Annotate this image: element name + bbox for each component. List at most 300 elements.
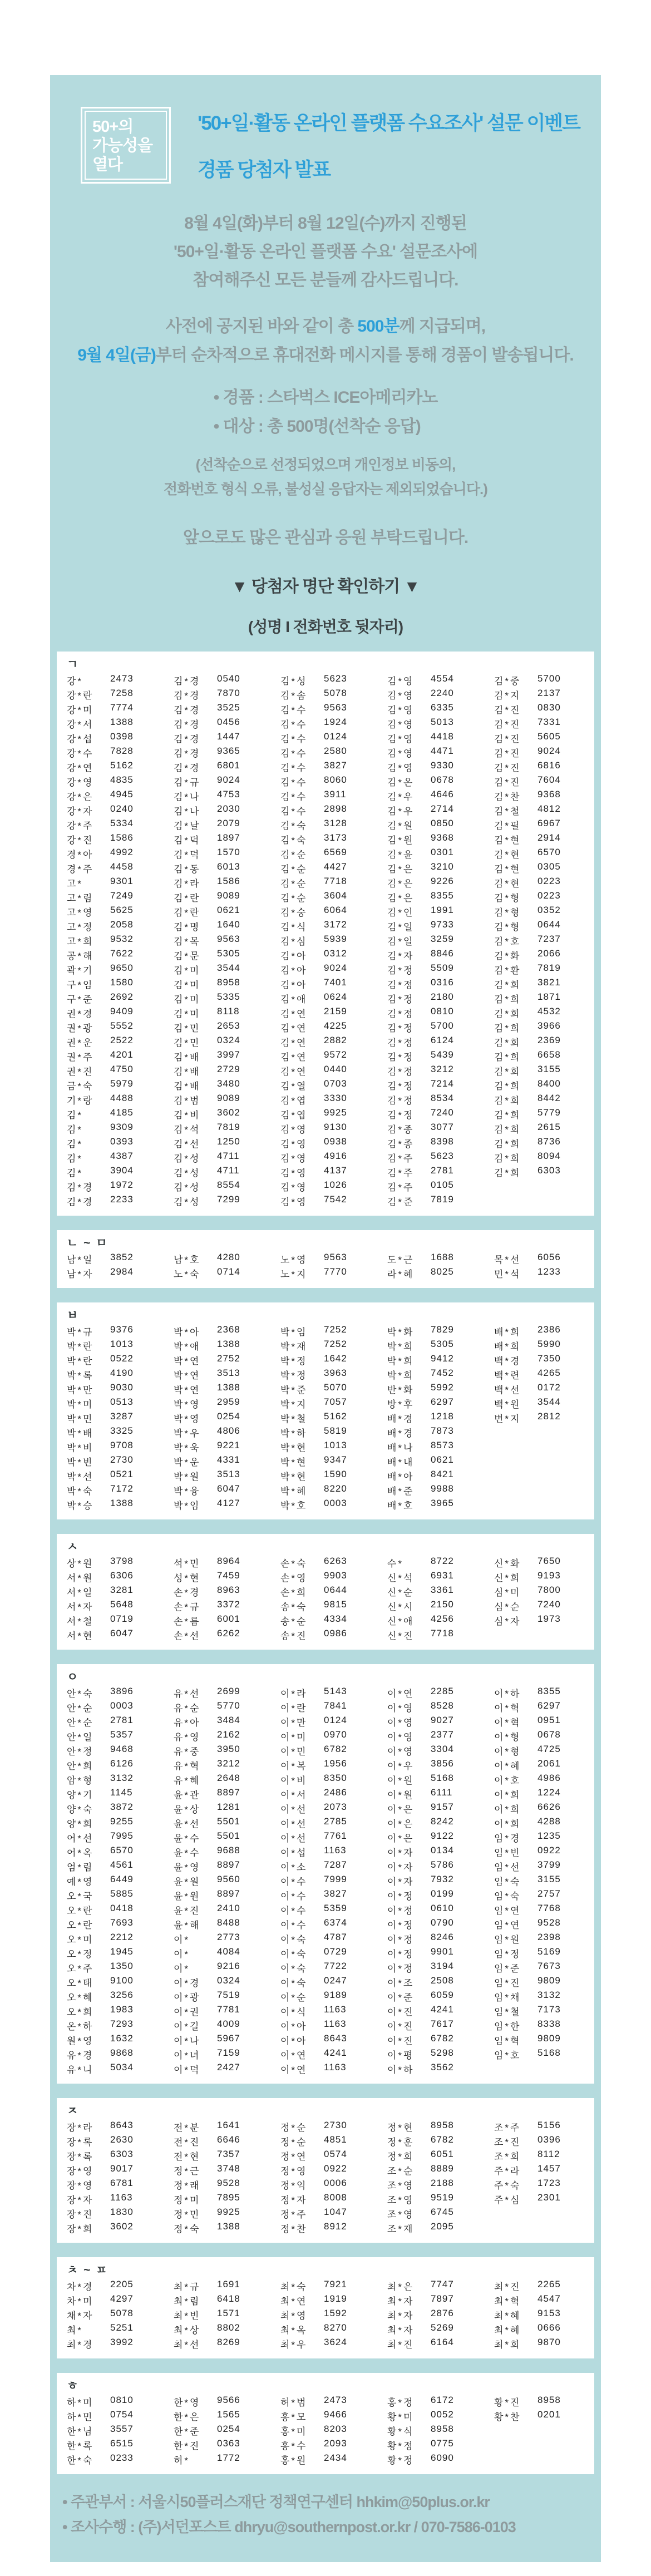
winner-entry xyxy=(387,948,494,962)
winner-name: 김*영 xyxy=(387,748,415,759)
winner-phone-suffix: 3963 xyxy=(324,1367,347,1378)
winner-entry xyxy=(387,1006,494,1020)
winner-name: 김*희 xyxy=(494,1153,521,1164)
winner-phone-suffix: 7897 xyxy=(431,2293,454,2304)
winner-name: 박*란 xyxy=(67,1341,94,1352)
winner-phone-suffix: 6801 xyxy=(217,759,240,771)
winner-phone-suffix: 2205 xyxy=(110,2278,134,2289)
winner-entry xyxy=(280,919,387,933)
winner-name: 안*정 xyxy=(67,1746,94,1757)
winner-name: 박*우 xyxy=(174,1428,201,1439)
winner-phone-suffix: 8269 xyxy=(217,2336,240,2347)
winner-name: 박*임 xyxy=(174,1500,201,1511)
winner-row xyxy=(67,2293,590,2307)
winner-name: 정*찬 xyxy=(280,2223,308,2234)
exclusion-note-line-2: 전화번호 형식 오류, 불성실 응답자는 제외되었습니다.) xyxy=(164,481,487,497)
winner-phone-suffix: 5625 xyxy=(110,904,134,915)
winner-phone-suffix: 1235 xyxy=(537,1830,561,1841)
winner-name: 이*미 xyxy=(280,1731,308,1743)
winner-entry xyxy=(280,1888,387,1902)
winner-row xyxy=(67,1497,590,1512)
winner-section-jieut xyxy=(57,2098,594,2243)
winner-entry xyxy=(387,1339,494,1353)
winner-phone-suffix: 1163 xyxy=(110,2192,133,2203)
winner-phone-suffix: 5501 xyxy=(217,1830,240,1841)
winner-row xyxy=(67,2119,590,2134)
winner-name: 배*호 xyxy=(387,1500,415,1511)
winner-entry xyxy=(280,2149,387,2163)
winner-entry xyxy=(494,1700,601,1714)
winner-entry xyxy=(280,1469,387,1483)
winner-phone-suffix: 9925 xyxy=(324,1107,347,1118)
winner-name: 김*수 xyxy=(280,733,308,744)
winner-name: 이*숙 xyxy=(280,1963,308,1974)
winner-name: 황*진 xyxy=(494,2397,521,2408)
winner-phone-suffix: 8270 xyxy=(324,2322,347,2333)
winner-name: 김*석 xyxy=(174,1124,201,1135)
winner-name: 차*경 xyxy=(67,2281,94,2292)
winner-name: 김*나 xyxy=(174,791,201,802)
winner-phone-suffix: 1026 xyxy=(324,1179,347,1190)
winner-name: 김*영 xyxy=(280,1153,308,1164)
winner-entry xyxy=(280,1411,387,1425)
winner-phone-suffix: 7718 xyxy=(431,1627,454,1639)
winner-name: 홍*미 xyxy=(280,2426,308,2437)
winner-entry xyxy=(494,818,601,832)
winner-row xyxy=(67,1830,590,1844)
winner-entry xyxy=(280,2452,387,2466)
winner-phone-suffix: 3911 xyxy=(324,788,347,800)
winner-phone-suffix: 3155 xyxy=(537,1063,561,1074)
winner-name: 장*영 xyxy=(67,2180,94,2191)
winner-phone-suffix: 2427 xyxy=(217,2061,240,2072)
winner-name: 안*순 xyxy=(67,1717,94,1728)
winner-name: 상*원 xyxy=(67,1558,94,1569)
winner-name: 홍*정 xyxy=(387,2397,415,2408)
winner-entry xyxy=(174,1396,280,1410)
winner-entry xyxy=(174,702,280,716)
winner-name: 김*영 xyxy=(387,733,415,744)
winner-entry xyxy=(174,2047,280,2061)
winner-phone-suffix: 5501 xyxy=(217,1815,240,1827)
winner-name: 김*경 xyxy=(174,675,201,687)
winner-phone-suffix: 7604 xyxy=(537,774,561,785)
winner-name: 김*진 xyxy=(494,762,521,773)
winner-phone-suffix: 3484 xyxy=(217,1714,240,1725)
winner-phone-suffix: 6263 xyxy=(324,1555,347,1566)
winner-phone-suffix: 6931 xyxy=(431,1570,454,1581)
winner-row xyxy=(67,687,590,702)
winner-name: 김*규 xyxy=(174,777,201,788)
winner-phone-suffix: 4009 xyxy=(217,2018,240,2029)
winner-name: 김*정 xyxy=(387,1023,415,1034)
winner-entry xyxy=(387,1396,494,1410)
winner-phone-suffix: 5169 xyxy=(537,1946,561,1957)
winner-entry xyxy=(67,905,174,919)
winner-entry xyxy=(174,1585,280,1598)
winner-name: 정*순 xyxy=(280,2122,308,2133)
winner-entry xyxy=(280,1107,387,1121)
winner-phone-suffix: 4992 xyxy=(110,846,134,857)
winner-name: 황*미 xyxy=(387,2411,415,2422)
winner-entry xyxy=(387,2337,494,2351)
winner-row xyxy=(67,759,590,774)
winner-name: 정*미 xyxy=(174,2194,201,2205)
winner-phone-suffix: 0775 xyxy=(431,2437,454,2449)
winner-entry xyxy=(280,2293,387,2307)
winner-name: 김* xyxy=(67,1109,83,1121)
winner-phone-suffix: 7452 xyxy=(431,1367,454,1378)
winner-phone-suffix: 5305 xyxy=(431,1338,454,1349)
winner-phone-suffix: 5770 xyxy=(217,1700,240,1711)
winner-phone-suffix: 5359 xyxy=(324,1902,347,1913)
winner-entry xyxy=(387,1816,494,1830)
winner-name: 김*희 xyxy=(494,1109,521,1121)
winner-phone-suffix: 3287 xyxy=(110,1410,134,1422)
winner-entry xyxy=(174,1715,280,1729)
winner-name: 공*해 xyxy=(67,950,94,961)
winner-name: 유*혁 xyxy=(174,1760,201,1771)
delivery-notice-line-2 xyxy=(50,341,601,370)
winner-row xyxy=(67,817,590,832)
winner-phone-suffix: 0986 xyxy=(324,1627,347,1639)
section-label: ㅅ xyxy=(67,1541,80,1553)
winner-phone-suffix: 3173 xyxy=(324,832,347,843)
winner-entry xyxy=(494,2395,601,2409)
winner-phone-suffix: 2959 xyxy=(217,1396,240,1407)
winner-phone-suffix: 6646 xyxy=(217,2134,240,2145)
winner-entry xyxy=(494,1613,601,1627)
winner-name: 장*록 xyxy=(67,2151,94,2162)
winner-name: 곽*기 xyxy=(67,965,94,976)
winner-section-giyeok xyxy=(57,652,594,1216)
winner-name: 김*성 xyxy=(280,675,308,687)
winner-entry xyxy=(280,1830,387,1844)
winner-name: 이*비 xyxy=(280,1775,308,1786)
winner-name: 정*익 xyxy=(280,2180,308,2191)
winner-entry xyxy=(494,2192,601,2206)
winner-entry xyxy=(174,1454,280,1468)
winner-name: 박*비 xyxy=(67,1442,94,1453)
winner-phone-suffix: 9157 xyxy=(431,1801,454,1812)
winner-entry xyxy=(494,2163,601,2177)
winner-name: 고*정 xyxy=(67,921,94,932)
winner-phone-suffix: 6056 xyxy=(537,1251,561,1262)
winner-name: 오*란 xyxy=(67,1905,94,1916)
winner-phone-suffix: 7932 xyxy=(431,1873,454,1884)
winner-name: 이*정 xyxy=(387,1919,415,1931)
winner-name: 강*진 xyxy=(67,835,94,846)
winner-name: 유*경 xyxy=(67,2050,94,2061)
winner-section-hieut xyxy=(57,2373,594,2474)
winner-entry xyxy=(280,1628,387,1642)
winner-entry xyxy=(387,1020,494,1034)
winner-entry xyxy=(280,2163,387,2177)
winner-phone-suffix: 0644 xyxy=(537,919,561,930)
winner-phone-suffix: 1983 xyxy=(110,2003,134,2015)
winner-entry xyxy=(387,1556,494,1570)
winner-name: 이*진 xyxy=(387,2035,415,2046)
fifty-plus-logo xyxy=(81,107,171,184)
winner-phone-suffix: 1047 xyxy=(324,2206,347,2217)
winner-name: 임*한 xyxy=(494,2021,521,2032)
winner-entry xyxy=(174,2322,280,2336)
winner-entry xyxy=(494,1353,601,1367)
winner-phone-suffix: 5939 xyxy=(324,933,347,944)
winner-entry xyxy=(174,948,280,962)
winner-name: 방*후 xyxy=(387,1399,415,1410)
winner-name: 주*심 xyxy=(494,2194,521,2205)
section-label: ㅂ xyxy=(67,1309,80,1322)
winner-name: 구*임 xyxy=(67,979,94,990)
winner-phone-suffix: 3852 xyxy=(110,1251,134,1262)
winner-phone-suffix: 8897 xyxy=(217,1787,240,1798)
winner-name: 이*혁 xyxy=(494,1702,521,1714)
winner-phone-suffix: 0703 xyxy=(324,1078,347,1089)
winner-phone-suffix: 7819 xyxy=(431,1193,454,1205)
winner-entry xyxy=(387,890,494,904)
winner-phone-suffix: 4711 xyxy=(217,1150,240,1161)
winner-name: 김*엽 xyxy=(280,1109,308,1121)
winner-phone-suffix: 7870 xyxy=(217,687,240,698)
winner-name: 안*희 xyxy=(67,1760,94,1771)
winner-phone-suffix: 9027 xyxy=(431,1714,454,1725)
winner-name: 김*영 xyxy=(280,1167,308,1178)
winner-name: 이*만 xyxy=(280,1717,308,1728)
winner-name: 이*아 xyxy=(280,2035,308,2046)
winner-phone-suffix: 6164 xyxy=(431,2336,454,2347)
winner-phone-suffix: 0922 xyxy=(324,2163,347,2174)
winner-entry xyxy=(280,746,387,759)
winner-name: 이*민 xyxy=(280,1746,308,1757)
winner-name: 조*희 xyxy=(494,2151,521,2162)
winner-row xyxy=(67,1787,590,1801)
winner-entry xyxy=(67,1888,174,1902)
winner-phone-suffix: 1565 xyxy=(217,2409,240,2420)
winner-phone-suffix: 9017 xyxy=(110,2163,134,2174)
winner-row xyxy=(67,1020,590,1034)
winner-entry xyxy=(494,1715,601,1729)
winner-phone-suffix: 8008 xyxy=(324,2192,347,2203)
winner-name: 목*선 xyxy=(494,1254,521,1265)
winner-entry xyxy=(494,2134,601,2148)
winner-name: 김*수 xyxy=(280,762,308,773)
winner-name: 한*준 xyxy=(174,2426,201,2437)
winner-row xyxy=(67,1150,590,1164)
winner-entry xyxy=(67,1686,174,1700)
winner-row xyxy=(67,1931,590,1946)
exclusion-note xyxy=(50,452,601,501)
winner-name: 한*은 xyxy=(174,2411,201,2422)
winner-name: 박*영 xyxy=(174,1399,201,1410)
winner-name: 박*희 xyxy=(387,1341,415,1352)
winner-phone-suffix: 9301 xyxy=(110,875,134,886)
winner-entry xyxy=(280,861,387,875)
winner-name: 이*길 xyxy=(174,2021,201,2032)
winner-name: 강*연 xyxy=(67,762,94,773)
winner-entry xyxy=(387,1888,494,1902)
winner-name: 이*라 xyxy=(280,1688,308,1699)
winner-name: 이*혁 xyxy=(494,1717,521,1728)
winner-phone-suffix: 0396 xyxy=(537,2134,561,2145)
winner-phone-suffix: 9221 xyxy=(217,1439,240,1450)
winner-phone-suffix: 9528 xyxy=(537,1917,561,1928)
winner-entry xyxy=(494,1816,601,1830)
winner-phone-suffix: 6515 xyxy=(110,2437,134,2449)
winner-entry xyxy=(174,1946,280,1960)
winner-row xyxy=(67,2278,590,2293)
winner-entry xyxy=(280,2409,387,2423)
winner-entry xyxy=(174,1599,280,1613)
winner-name: 김*주 xyxy=(387,1182,415,1193)
winner-name: 박*연 xyxy=(174,1370,201,1381)
winner-phone-suffix: 2615 xyxy=(537,1121,561,1132)
winner-name: 이*희 xyxy=(494,1804,521,1815)
winner-entry xyxy=(280,963,387,976)
winner-name: 김*경 xyxy=(67,1196,94,1207)
winner-entry xyxy=(174,2308,280,2322)
winner-phone-suffix: 5298 xyxy=(431,2047,454,2058)
winner-name: 이*진 xyxy=(387,2021,415,2032)
winner-entry xyxy=(387,2424,494,2437)
winner-entry xyxy=(387,717,494,731)
winner-name: 신*석 xyxy=(387,1572,415,1583)
winner-phone-suffix: 2058 xyxy=(110,919,134,930)
winner-entry xyxy=(494,2279,601,2293)
winner-entry xyxy=(67,1498,174,1512)
winner-entry xyxy=(67,1903,174,1917)
winner-phone-suffix: 9466 xyxy=(324,2409,347,2420)
winner-entry xyxy=(280,760,387,774)
winner-entry xyxy=(387,876,494,890)
winner-phone-suffix: 0574 xyxy=(324,2148,347,2159)
winner-phone-suffix: 1592 xyxy=(324,2307,347,2318)
winner-entry xyxy=(280,2120,387,2134)
winner-phone-suffix: 4190 xyxy=(110,1367,134,1378)
winner-entry xyxy=(387,1585,494,1598)
winner-entry xyxy=(280,1483,387,1497)
winner-entry xyxy=(280,1006,387,1020)
winner-phone-suffix: 0172 xyxy=(537,1381,561,1393)
winner-entry xyxy=(494,948,601,962)
winner-row xyxy=(67,1468,590,1483)
winner-phone-suffix: 0223 xyxy=(537,875,561,886)
winner-name: 이*선 xyxy=(280,1818,308,1829)
winner-phone-suffix: 6051 xyxy=(431,2148,454,2159)
winner-phone-suffix: 1772 xyxy=(217,2452,240,2463)
winner-name: 김*원 xyxy=(387,820,415,831)
winner-entry xyxy=(174,1107,280,1121)
winner-entry xyxy=(494,731,601,745)
winner-row xyxy=(67,1251,590,1266)
winner-name: 정*자 xyxy=(280,2194,308,2205)
winner-phone-suffix: 0006 xyxy=(324,2177,347,2188)
winner-phone-suffix: 0678 xyxy=(431,774,454,785)
winner-phone-suffix: 4288 xyxy=(537,1815,561,1827)
winner-entry xyxy=(387,2047,494,2061)
winner-entry xyxy=(387,1686,494,1700)
winner-phone-suffix: 4418 xyxy=(431,731,454,742)
winner-name: 박*연 xyxy=(174,1384,201,1395)
winner-phone-suffix: 5623 xyxy=(431,1150,454,1161)
winner-name: 강*서 xyxy=(67,719,94,730)
winner-phone-suffix: 6124 xyxy=(431,1034,454,1045)
winner-phone-suffix: 3624 xyxy=(324,2336,347,2347)
winner-phone-suffix: 2162 xyxy=(217,1729,240,1740)
winner-name: 한*영 xyxy=(174,2397,201,2408)
winner-phone-suffix: 9560 xyxy=(217,1873,240,1884)
winner-entry xyxy=(494,1107,601,1121)
winner-phone-suffix: 9519 xyxy=(431,2192,454,2203)
winner-name: 이* xyxy=(174,1934,190,1945)
winner-entry xyxy=(494,934,601,948)
winner-entry xyxy=(67,1715,174,1729)
winner-phone-suffix: 6782 xyxy=(431,2134,454,2145)
winner-row xyxy=(67,2437,590,2452)
winner-phone-suffix: 7240 xyxy=(537,1598,561,1610)
winner-entry xyxy=(280,1165,387,1179)
winner-entry xyxy=(174,1411,280,1425)
winner-name: 최*은 xyxy=(387,2281,415,2292)
winner-entry xyxy=(280,2047,387,2061)
winner-entry xyxy=(387,1917,494,1931)
winner-name: 김*화 xyxy=(494,950,521,961)
winner-entry xyxy=(174,2134,280,2148)
winner-phone-suffix: 0513 xyxy=(110,1396,134,1407)
winner-phone-suffix: 9468 xyxy=(110,1743,134,1754)
winner-entry xyxy=(280,1903,387,1917)
winner-entry xyxy=(174,2221,280,2235)
winner-phone-suffix: 7895 xyxy=(217,2192,240,2203)
winner-entry xyxy=(174,1368,280,1381)
winner-entry xyxy=(174,1078,280,1092)
winner-name: 신*화 xyxy=(494,1558,521,1569)
winner-phone-suffix: 6297 xyxy=(537,1700,561,1711)
winner-phone-suffix: 2914 xyxy=(537,832,561,843)
winner-entry xyxy=(174,1874,280,1888)
winner-row xyxy=(67,1570,590,1584)
winner-phone-suffix: 3748 xyxy=(217,2163,240,2174)
winner-phone-suffix: 0301 xyxy=(431,846,454,857)
winner-entry xyxy=(387,847,494,861)
winner-name: 김*희 xyxy=(494,1008,521,1019)
winner-phone-suffix: 3827 xyxy=(324,759,347,771)
winner-name: 김*경 xyxy=(174,719,201,730)
winner-entry xyxy=(67,2134,174,2148)
winner-phone-suffix: 6297 xyxy=(431,1396,454,1407)
winner-name: 장*록 xyxy=(67,2136,94,2148)
winner-name: 박*희 xyxy=(387,1355,415,1366)
winner-phone-suffix: 1972 xyxy=(110,1179,134,1190)
winner-phone-suffix: 2486 xyxy=(324,1787,347,1798)
winner-name: 최*희 xyxy=(494,2339,521,2350)
winner-phone-suffix: 2699 xyxy=(217,1685,240,1696)
winner-phone-suffix: 1233 xyxy=(537,1266,561,1277)
fifty-plus-logo-text xyxy=(85,111,167,180)
winner-entry xyxy=(494,2033,601,2047)
winner-name: 윤*해 xyxy=(174,1919,201,1931)
winner-name: 도*근 xyxy=(387,1254,415,1265)
winner-entry xyxy=(174,1830,280,1844)
winner-entry xyxy=(67,1035,174,1049)
winner-name: 차*미 xyxy=(67,2296,94,2307)
winner-phone-suffix: 7173 xyxy=(537,2003,561,2015)
winner-entry xyxy=(280,1700,387,1714)
winner-entry xyxy=(174,1975,280,1989)
winner-phone-suffix: 0398 xyxy=(110,731,134,742)
winner-phone-suffix: 4711 xyxy=(217,1164,240,1176)
winner-name: 김*정 xyxy=(387,965,415,976)
